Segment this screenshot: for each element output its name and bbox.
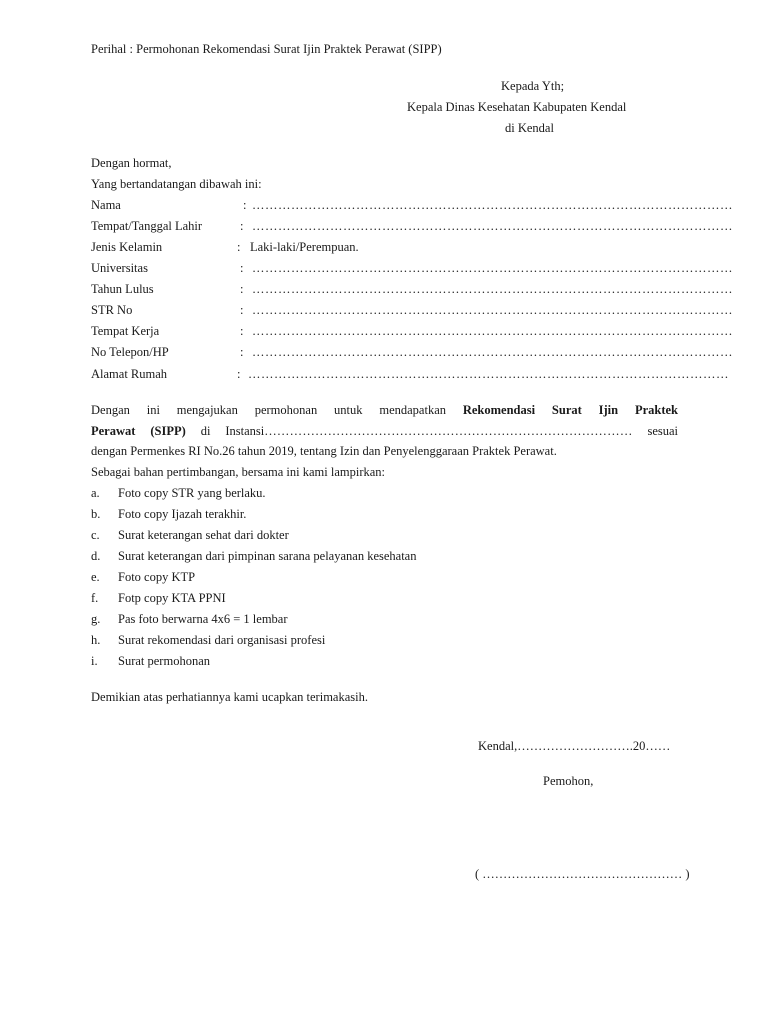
body-paragraph-line-3: dengan Permenkes RI No.26 tahun 2019, tentang Izin dan Penyelenggaraan Praktek Perawat. xyxy=(91,444,557,458)
body-bold-text: Rekomendasi Surat Ijin Praktek xyxy=(462,403,678,417)
field-colon: : xyxy=(243,198,247,212)
field-colon: : xyxy=(240,324,244,338)
intro-line: Yang bertandatangan dibawah ini: xyxy=(91,177,262,191)
list-item: Foto copy STR yang berlaku. xyxy=(118,486,266,500)
field-label-tempat-tanggal-lahir: Tempat/Tanggal Lahir xyxy=(91,219,203,233)
signature-role: Pemohon, xyxy=(543,774,594,788)
list-marker: e. xyxy=(91,570,100,584)
field-colon: : xyxy=(240,303,244,317)
list-item: Pas foto berwarna 4x6 = 1 lembar xyxy=(118,612,288,626)
body-text: sesuai xyxy=(647,424,679,438)
closing-line: Demikian atas perhatiannya kami ucapkan terimakasih. xyxy=(91,690,368,704)
body-paragraph-line-1 xyxy=(91,400,678,421)
field-value-tahun-lulus: ………………………………………………………………………………………………… xyxy=(252,282,733,296)
list-marker: a. xyxy=(91,486,100,500)
list-marker: h. xyxy=(91,633,101,647)
subject-line: Perihal : Permohonan Rekomendasi Surat Ijin Praktek Perawat (SIPP) xyxy=(91,42,442,56)
field-value-tempat-tanggal-lahir: ………………………………………………………………………………………………… xyxy=(252,219,733,233)
list-item: Foto copy Ijazah terakhir. xyxy=(118,507,247,521)
field-value-no-telepon: ………………………………………………………………………………………………… xyxy=(252,345,733,359)
list-marker: b. xyxy=(91,507,101,521)
list-item: Surat keterangan sehat dari dokter xyxy=(118,528,289,542)
list-item: Fotp copy KTA PPNI xyxy=(118,591,226,605)
list-item: Surat rekomendasi dari organisasi profesi xyxy=(118,633,326,647)
attachments-intro: Sebagai bahan pertimbangan, bersama ini kami lampirkan: xyxy=(91,465,386,479)
field-colon: : xyxy=(237,367,241,381)
list-item: Surat keterangan dari pimpinan sarana pelayanan kesehatan xyxy=(118,549,417,563)
body-paragraph-line-2 xyxy=(91,421,678,442)
field-label-str-no: STR No xyxy=(91,303,133,317)
field-label-nama: Nama xyxy=(91,198,121,212)
list-marker: g. xyxy=(91,612,101,626)
list-marker: f. xyxy=(91,591,99,605)
field-colon: : xyxy=(240,261,244,275)
field-colon: : xyxy=(240,345,244,359)
signature-name-line: ( ………………………………………… ) xyxy=(475,867,690,881)
field-colon: : xyxy=(240,282,244,296)
field-label-no-telepon: No Telepon/HP xyxy=(91,345,169,359)
body-bold-text: Perawat (SIPP) xyxy=(91,424,186,438)
field-label-tempat-kerja: Tempat Kerja xyxy=(91,324,160,338)
field-value-alamat-rumah: ………………………………………………………………………………………………… xyxy=(248,367,729,381)
body-text: di Instansi xyxy=(200,424,265,438)
recipient-line-3: di Kendal xyxy=(505,121,554,135)
field-value-universitas: ………………………………………………………………………………………………… xyxy=(252,261,733,275)
list-item: Foto copy KTP xyxy=(118,570,196,584)
field-value-jenis-kelamin: Laki-laki/Perempuan. xyxy=(250,240,359,254)
list-item: Surat permohonan xyxy=(118,654,210,668)
signature-place-date: Kendal,……………………….20…… xyxy=(478,739,671,753)
list-marker: d. xyxy=(91,549,101,563)
field-label-alamat-rumah: Alamat Rumah xyxy=(91,367,168,381)
field-label-universitas: Universitas xyxy=(91,261,148,275)
list-marker: i. xyxy=(91,654,98,668)
field-label-jenis-kelamin: Jenis Kelamin xyxy=(91,240,163,254)
field-label-tahun-lulus: Tahun Lulus xyxy=(91,282,154,296)
field-colon: : xyxy=(240,219,244,233)
list-marker: c. xyxy=(91,528,100,542)
field-value-str-no: ………………………………………………………………………………………………… xyxy=(252,303,733,317)
body-text: Dengan ini mengajukan permohonan untuk mendapatkan xyxy=(91,403,446,417)
greeting: Dengan hormat, xyxy=(91,156,172,170)
recipient-line-1: Kepada Yth; xyxy=(501,79,565,93)
field-colon: : xyxy=(237,240,241,254)
field-value-nama: ………………………………………………………………………………………………… xyxy=(252,198,733,212)
field-value-tempat-kerja: ………………………………………………………………………………………………… xyxy=(252,324,733,338)
recipient-line-2: Kepala Dinas Kesehatan Kabupaten Kendal xyxy=(407,100,627,114)
body-dots: …………………………………………………………………………… xyxy=(264,424,633,438)
